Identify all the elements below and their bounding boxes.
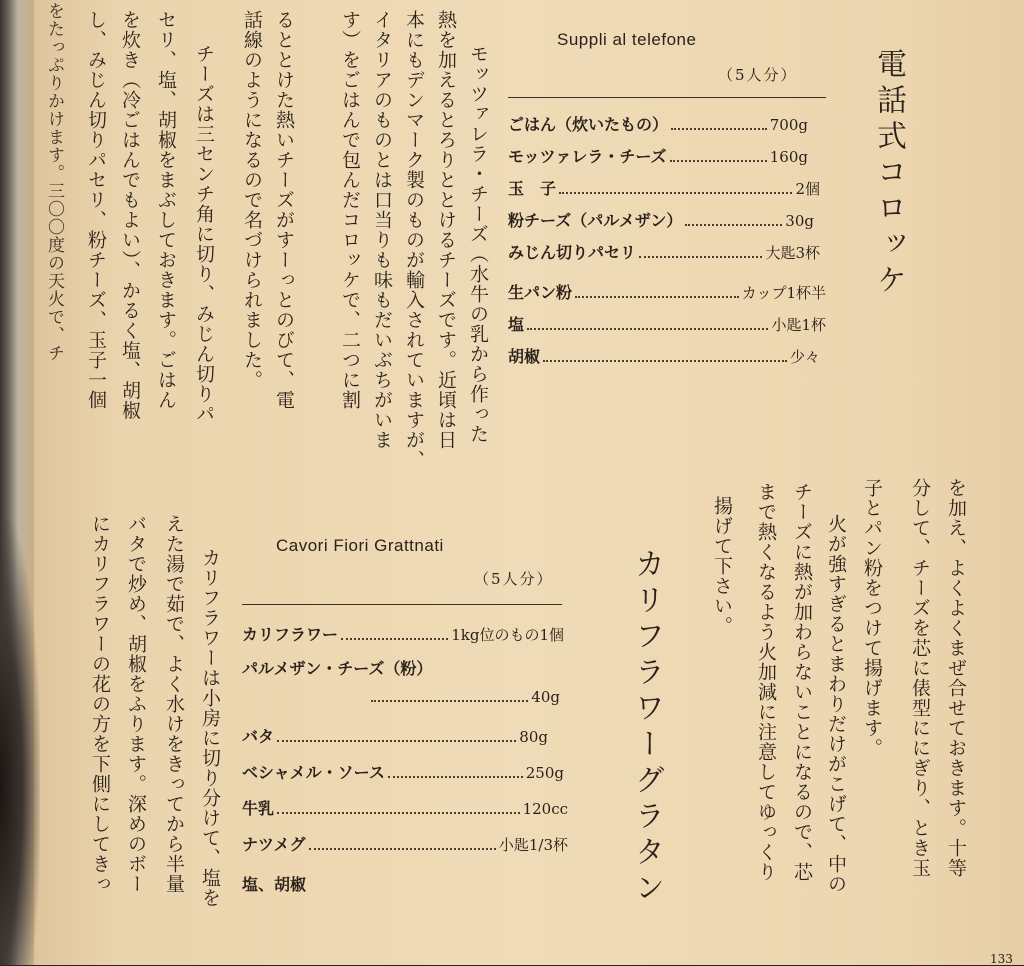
- recipe1-method-column: を加え、よくよくまぜ合せておきます。十等: [945, 478, 967, 878]
- recipe2-ingredient: ナツメグ 小匙1/3杯: [242, 835, 568, 854]
- recipe2-method-column: えた湯で茹で、よく水けをきってから半量: [163, 514, 185, 894]
- recipe1-ingredient: みじん切りパセリ 大匙3杯: [508, 243, 820, 262]
- recipe2-rule: [242, 604, 562, 605]
- recipe2-ingredient: 40g: [368, 688, 560, 706]
- recipe1-ingredient: 生パン粉 カップ1杯半: [508, 283, 826, 302]
- recipe2-ingredient: 塩、胡椒: [242, 875, 307, 894]
- recipe1-method-column: 子とパン粉をつけて揚げます。: [861, 478, 883, 758]
- recipe2-method-column: にカリフラワーの花の方を下側にしてきっ: [89, 514, 111, 894]
- recipe1-ingredient: 粉チーズ（パルメザン） 30g: [508, 211, 814, 230]
- recipe1-intro-column: チーズは三センチ角に切り、みじん切りパ: [193, 44, 215, 424]
- recipe1-ingredient: モッツァレラ・チーズ 160g: [508, 147, 808, 166]
- recipe1-rule: [508, 97, 826, 98]
- recipe1-intro-column: イタリアのものとは口当りも味もだいぶちがいま: [371, 10, 393, 450]
- recipe1-intro-column: るととけた熱いチーズがすーっとのびて、電: [273, 10, 295, 410]
- recipe1-intro-column: セリ、塩、胡椒をまぶしておきます。ごはん: [155, 10, 177, 410]
- recipe1-method-column: まで熱くなるよう火加減に注意してゆっくり: [755, 482, 777, 882]
- page-number: 133: [990, 952, 1013, 966]
- recipe2-ingredient: 牛乳 120cc: [242, 799, 568, 818]
- recipe2-servings: （5人分）: [474, 570, 554, 588]
- recipe2-title-it: Cavori Fiori Grattnati: [276, 536, 444, 555]
- recipe1-intro-column: を炊き（冷ごはんでもよい）、かるく塩、胡椒: [119, 10, 141, 421]
- recipe1-ingredient: 塩 小匙1杯: [508, 315, 826, 334]
- recipe2-ingredient: バタ 80g: [242, 727, 548, 746]
- recipe2-method-column: バタで炒め、胡椒をふります。深めのボー: [125, 514, 147, 894]
- recipe2-title-jp: カリフラワーグラタン: [629, 548, 664, 908]
- recipe1-intro-column: し、みじん切りパセリ、粉チーズ、玉子一個: [85, 10, 107, 410]
- recipe1-ingredient: 胡椒 少々: [508, 347, 820, 366]
- recipe1-method-column: 分して、チーズを芯に俵型ににぎり、とき玉: [909, 478, 931, 878]
- recipe2-ingredient: パルメザン・チーズ（粉）: [242, 659, 433, 678]
- recipe1-ingredient: ごはん（炊いたもの） 700g: [508, 115, 808, 134]
- recipe1-intro-column: 熱を加えるとろりととけるチーズです。近頃は日: [435, 10, 457, 450]
- recipe1-method-column: 揚げて下さい。: [711, 496, 733, 636]
- recipe2-method-column: カリフラワーは小房に切り分けて、塩を: [199, 548, 221, 908]
- recipe1-method-column: チーズに熱が加わらないことになるので、芯: [791, 482, 813, 882]
- recipe1-title-jp: 電話式コロッケ: [871, 48, 906, 300]
- recipe2-ingredient: ベシャメル・ソース 250g: [242, 763, 564, 782]
- recipe1-intro-column: す）をごはんで包んだコロッケで、二つに割: [339, 10, 361, 410]
- recipe1-method-column: 火が強すぎるとまわりだけがこげて、中の: [825, 514, 847, 894]
- recipe2-ingredient: カリフラワー 1kg位のもの1個: [242, 625, 564, 644]
- facing-page-photo-edge: [0, 520, 40, 965]
- recipe1-title-it: Suppli al telefone: [557, 30, 697, 49]
- recipe1-intro-column: モッツァレラ・チーズ（水牛の乳から作った: [467, 44, 489, 444]
- recipe1-ingredient: 玉 子 2個: [508, 179, 820, 198]
- recipe1-intro-column: 話線のようになるので名づけられました。: [241, 10, 263, 390]
- recipe1-cutoff-column: をたっぷりかけます。三〇〇度の天火で、チ: [44, 2, 64, 362]
- recipe1-intro-column: 本にもデンマーク製のものが輸入されていますが、: [403, 10, 425, 470]
- recipe1-servings: （5人分）: [718, 66, 798, 84]
